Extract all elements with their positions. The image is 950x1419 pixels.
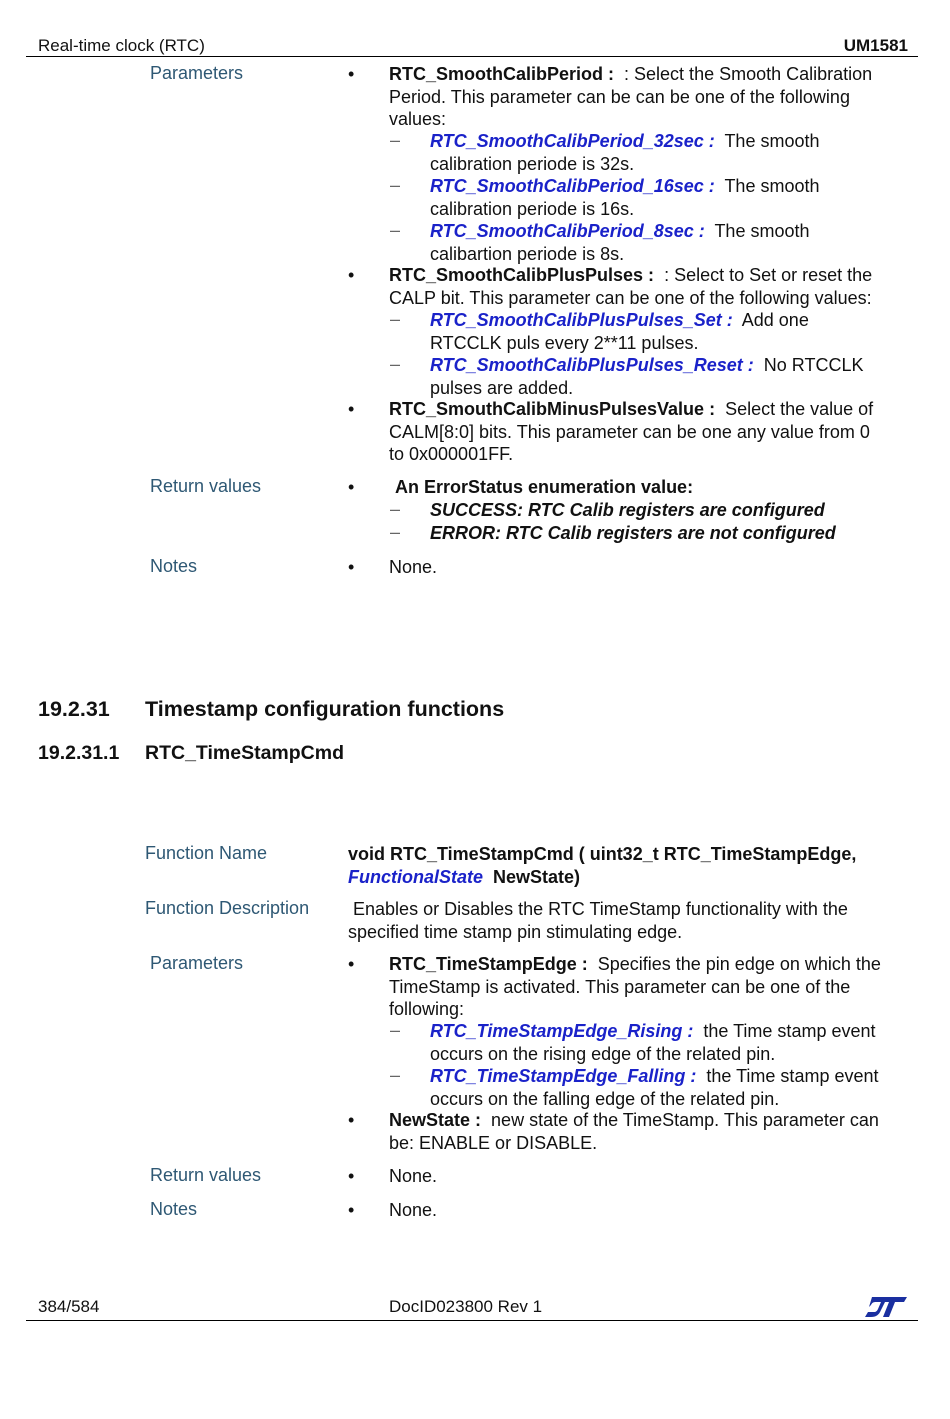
notes-label: Notes [150, 556, 198, 576]
param-name: RTC_SmoothCalibPeriod : [389, 64, 615, 84]
section-heading [38, 697, 505, 722]
bullet: • [348, 1166, 355, 1186]
notes-value: None. [389, 1200, 438, 1220]
return-head: An ErrorStatus enumeration value: [395, 477, 694, 497]
functional-state-link[interactable]: FunctionalState [348, 866, 484, 887]
function-name-label: Function Name [145, 843, 268, 863]
option-name: RTC_TimeStampEdge_Falling : [430, 1066, 697, 1086]
subsection-heading [38, 742, 345, 765]
bullet: • [348, 557, 355, 577]
param-smooth-calib-plus-pulses: RTC_SmoothCalibPlusPulses : : Select to Set or reset the CALP bit. This parameter can be one of the following values: [389, 265, 873, 308]
footer-rule [26, 1320, 918, 1321]
option-name: RTC_SmoothCalibPeriod_8sec : [430, 221, 705, 241]
return-values-label: Return values [150, 1165, 262, 1185]
params-label: Parameters [150, 953, 244, 973]
param-desc: : Select the Smooth Calibration [624, 64, 873, 84]
notes-label: Notes [150, 1199, 198, 1219]
dash: – [390, 309, 401, 329]
bullet: • [348, 477, 355, 497]
option-32sec: RTC_SmoothCalibPeriod_32sec : The smooth calibration periode is 32s. [430, 131, 820, 174]
param-smooth-calib-period [389, 63, 872, 131]
dash: – [390, 220, 401, 240]
return-values-label: Return values [150, 476, 262, 496]
option-name: RTC_SmoothCalibPlusPulses_Set : [430, 310, 733, 330]
subsection-title: RTC_TimeStampCmd [145, 742, 345, 764]
option-edge-falling: RTC_TimeStampEdge_Falling : the Time stamp event occurs on the falling edge of the related pin. [430, 1066, 879, 1109]
header-title: Real-time clock (RTC) [38, 36, 205, 55]
dash: – [390, 499, 401, 519]
option-name: RTC_SmoothCalibPeriod_16sec : [430, 176, 715, 196]
bullet: • [348, 399, 355, 419]
option-plus-pulses-reset: RTC_SmoothCalibPlusPulses_Reset : No RTCCLK pulses are added. [430, 355, 864, 398]
dash: – [390, 1065, 401, 1085]
bullet: • [348, 64, 355, 84]
section-number: 19.2.31 [38, 697, 110, 721]
st-logo-icon [864, 1296, 908, 1323]
option-edge-rising: RTC_TimeStampEdge_Rising : the Time stamp event occurs on the rising edge of the related pin. [430, 1021, 876, 1064]
param-desc: values: [389, 109, 447, 129]
param-name: RTC_SmouthCalibMinusPulsesValue : [389, 399, 716, 419]
bullet: • [348, 1110, 355, 1130]
return-value: None. [389, 1166, 438, 1186]
param-minus-pulses-value: RTC_SmouthCalibMinusPulsesValue : Select the value of CALM[8:0] bits. This parameter can be one any value from 0 to 0x000001FF. [389, 399, 874, 464]
return-success: SUCCESS: RTC Calib registers are configured [430, 500, 825, 520]
params-label: Parameters [150, 63, 244, 83]
function-description: Enables or Disables the RTC TimeStamp functionality with the specified time stamp pin stimulating edge. [348, 899, 848, 942]
option-8sec: RTC_SmoothCalibPeriod_8sec : The smooth calibartion periode is 8s. [430, 221, 810, 264]
param-timestamp-edge: RTC_TimeStampEdge : Specifies the pin edge on which the TimeStamp is activated. This parameter can be one of the following: [389, 954, 881, 1019]
section-title: Timestamp configuration functions [145, 697, 505, 721]
param-desc: Period. This parameter can be can be one of the following [389, 86, 850, 107]
dash: – [390, 175, 401, 195]
option-name: RTC_SmoothCalibPeriod_32sec : [430, 131, 715, 151]
option-name: RTC_TimeStampEdge_Rising : [430, 1021, 694, 1041]
option-plus-pulses-set: RTC_SmoothCalibPlusPulses_Set : Add one RTCCLK puls every 2**11 pulses. [430, 310, 809, 353]
param-new-state: NewState : new state of the TimeStamp. This parameter can be: ENABLE or DISABLE. [389, 1110, 879, 1153]
dash: – [390, 1020, 401, 1040]
notes-value: None. [389, 557, 438, 577]
doc-id: DocID023800 Rev 1 [389, 1297, 543, 1316]
dash: – [390, 354, 401, 374]
option-name: RTC_SmoothCalibPlusPulses_Reset : [430, 355, 754, 375]
return-error: ERROR: RTC Calib registers are not configured [430, 523, 836, 543]
param-name: RTC_TimeStampEdge : [389, 954, 588, 974]
bullet: • [348, 1200, 355, 1220]
header-rule [26, 56, 918, 57]
function-description-label: Function Description [145, 898, 310, 918]
page-number: 384/584 [38, 1297, 100, 1316]
param-name: RTC_SmoothCalibPlusPulses : [389, 265, 655, 285]
function-signature: void RTC_TimeStampCmd ( uint32_t RTC_TimeStampEdge, FunctionalState NewState) [348, 844, 857, 887]
bullet: • [348, 954, 355, 974]
subsection-number: 19.2.31.1 [38, 742, 120, 764]
option-16sec: RTC_SmoothCalibPeriod_16sec : The smooth calibration periode is 16s. [430, 176, 820, 219]
param-name: NewState : [389, 1110, 482, 1130]
dash: – [390, 522, 401, 542]
header-doc-number: UM1581 [843, 36, 908, 55]
dash: – [390, 130, 401, 150]
bullet: • [348, 265, 355, 285]
